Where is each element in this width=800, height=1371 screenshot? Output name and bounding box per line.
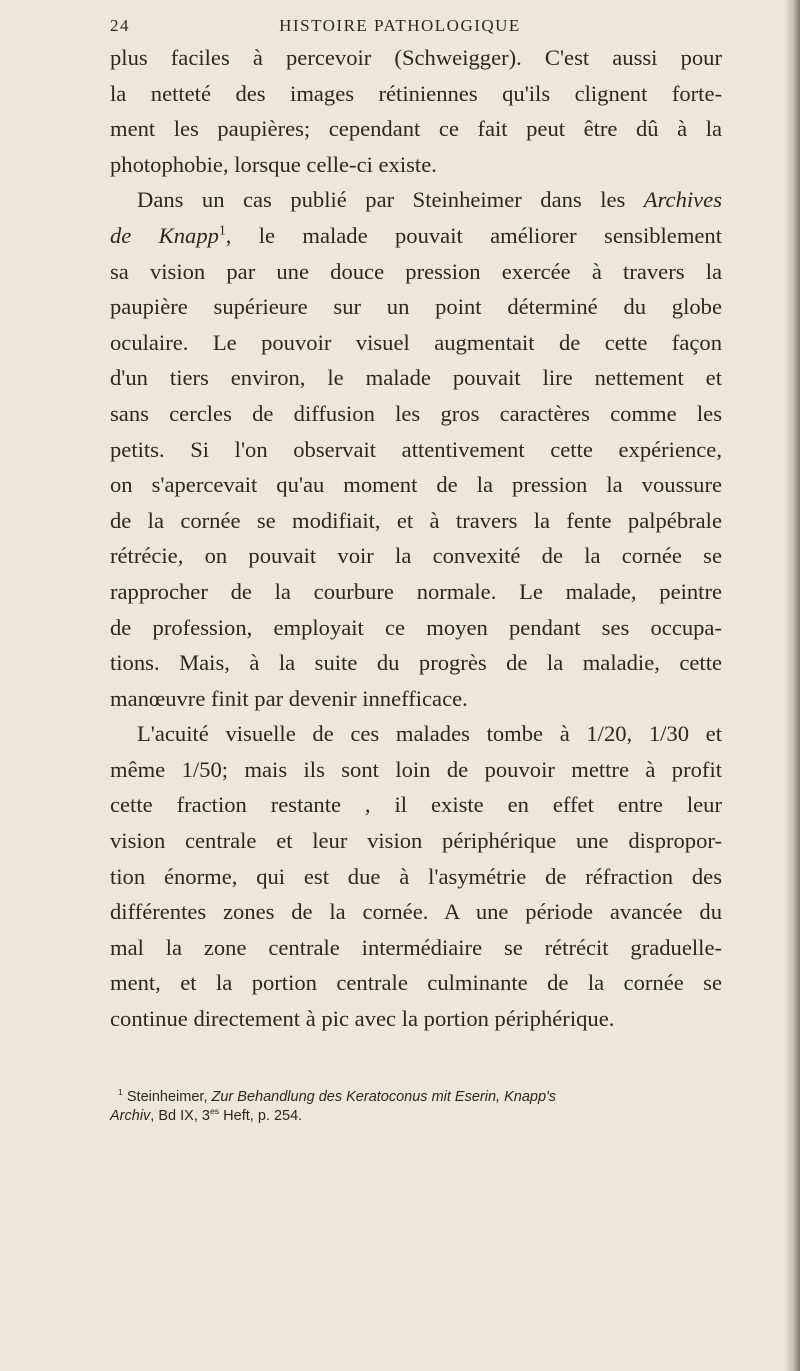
text-line: on s'apercevait qu'au moment de la pression la voussure — [110, 472, 722, 498]
text-line: rétrécie, on pouvait voir la convexité de la cornée se — [110, 543, 722, 569]
text-line: d'un tiers environ, le malade pouvait lire nettement et — [110, 365, 722, 391]
footnote-details: Heft, p. 254. — [219, 1108, 303, 1124]
footnote-journal: Archiv — [110, 1108, 151, 1124]
page-number: 24 — [110, 16, 130, 35]
footnote-title: Zur Behandlung des Keratoconus mit Eserin, Knapp's — [211, 1089, 557, 1105]
text-line: paupière supérieure sur un point déterminé du globe — [110, 294, 722, 320]
running-title: HISTOIRE PATHOLOGIQUE — [279, 16, 521, 35]
text-line: sa vision par une douce pression exercée à travers la — [110, 258, 722, 284]
text-line: oculaire. Le pouvoir visuel augmentait de cette façon — [110, 329, 722, 355]
footnote-line — [110, 1107, 722, 1126]
text-line: continue directement à pic avec la portion périphérique. — [110, 1006, 615, 1032]
page-edge-shadow — [784, 0, 800, 1371]
footnote-details: , Bd IX, 3 — [150, 1108, 210, 1124]
text-line: rapprocher de la courbure normale. Le malade, peintre — [110, 578, 722, 604]
text-line: la netteté des images rétiniennes qu'ils clignent forte- — [110, 80, 722, 106]
footnote-superscript: es — [209, 1106, 220, 1117]
text-line: plus faciles à percevoir (Schweigger). C'est aussi pour — [110, 45, 722, 70]
text-line: vision centrale et leur vision périphérique une dispropor- — [110, 828, 722, 854]
text-line: ment les paupières; cependant ce fait peut être dû à la — [110, 116, 722, 142]
italic-title: Archives — [643, 187, 722, 213]
text-line: petits. Si l'on observait attentivement cette expérience, — [110, 436, 722, 462]
footnote-author: Steinheimer, — [122, 1089, 212, 1105]
footnote-ref: 1 — [218, 222, 226, 238]
text-line: même 1/50; mais ils sont loin de pouvoir mettre à profit — [110, 756, 722, 782]
text-line: sans cercles de diffusion les gros caractères comme les — [110, 400, 722, 426]
footnote — [110, 1088, 722, 1126]
text-run: , le malade pouvait améliorer sensiblement — [225, 222, 722, 248]
body-text — [110, 40, 722, 1037]
text-line: tion énorme, qui est due à l'asymétrie de réfraction des — [110, 863, 722, 889]
text-line: L'acuité visuelle de ces malades tombe à 1/20, 1/30 et — [137, 721, 722, 747]
text-line — [110, 218, 722, 254]
text-line: tions. Mais, à la suite du progrès de la maladie, cette — [110, 650, 722, 676]
text-line: manœuvre finit par devenir innefficace. — [110, 685, 468, 711]
footnote-marker: 1 — [118, 1087, 123, 1098]
text-line: photophobie, lorsque celle-ci existe. — [110, 151, 437, 177]
italic-title: de Knapp — [110, 222, 219, 248]
footnote-line — [110, 1088, 722, 1107]
text-line — [110, 182, 722, 218]
text-line: cette fraction restante , il existe en effet entre leur — [110, 792, 722, 818]
text-line: ment, et la portion centrale culminante de la cornée se — [110, 970, 722, 996]
text-run: Dans un cas publié par Steinheimer dans les — [137, 187, 644, 213]
text-line: de profession, employait ce moyen pendant ses occupa- — [110, 614, 722, 640]
running-head — [110, 16, 690, 40]
text-line: de la cornée se modifiait, et à travers la fente palpébrale — [110, 507, 722, 533]
text-line: différentes zones de la cornée. A une période avancée du — [110, 899, 722, 925]
text-line: mal la zone centrale intermédiaire se rétrécit graduelle- — [110, 934, 722, 960]
